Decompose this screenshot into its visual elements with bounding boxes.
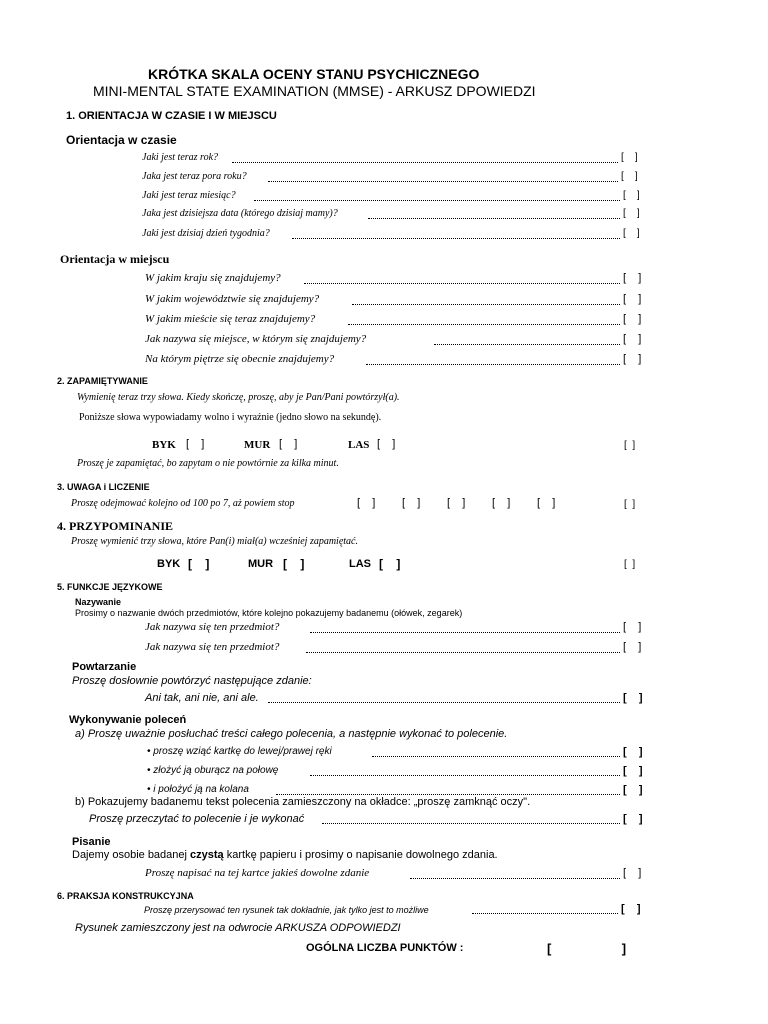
score-bracket: [ ] bbox=[623, 867, 642, 879]
naming-description: Prosimy o nazwanie dwóch przedmiotów, które kolejno pokazujemy badanemu (ołówek, zegarek) bbox=[75, 608, 463, 618]
writing-question: Proszę napisać na tej kartce jakieś dowolne zdanie bbox=[145, 867, 370, 879]
total-label: OGÓLNA LICZBA PUNKTÓW : bbox=[306, 942, 464, 954]
drawing-note: Rysunek zamieszczony jest na odwrocie ARKUSZA ODPOWIEDZI bbox=[75, 922, 401, 934]
leader-dots bbox=[372, 756, 620, 757]
word-byk: BYK bbox=[152, 439, 176, 451]
section-4-heading: 4. PRZYPOMINANIE bbox=[57, 519, 173, 533]
leader-dots bbox=[232, 162, 618, 163]
leader-dots bbox=[276, 794, 620, 795]
leader-dots bbox=[268, 181, 618, 182]
score-bracket: [ ] bbox=[623, 293, 642, 305]
score-bracket: [ ] bbox=[623, 353, 642, 365]
score-bracket: [ ] bbox=[623, 313, 642, 325]
score-bracket: [ ] bbox=[623, 333, 642, 345]
repetition-instruction: Proszę dosłownie powtórzyć następujące zdanie: bbox=[72, 675, 312, 687]
word-mur: MUR bbox=[244, 439, 271, 451]
time-orientation-heading: Orientacja w czasie bbox=[66, 133, 177, 147]
leader-dots bbox=[410, 878, 620, 879]
question-text: Jaki jest dzisiaj dzień tygodnia? bbox=[142, 228, 270, 239]
score-bracket: [ ] bbox=[623, 190, 640, 201]
word-las: LAS bbox=[348, 439, 370, 451]
section-6-heading: 6. PRAKSJA KONSTRUKCYJNA bbox=[57, 891, 194, 901]
naming-heading: Nazywanie bbox=[75, 597, 122, 607]
leader-dots bbox=[368, 218, 620, 219]
leader-dots bbox=[310, 632, 620, 633]
page-subtitle: MINI-MENTAL STATE EXAMINATION (MMSE) - ARKUSZ DPOWIEDZI bbox=[93, 83, 536, 99]
section-1-heading: 1. ORIENTACJA W CZASIE I W MIEJSCU bbox=[66, 110, 277, 122]
writing-heading-text: Pisanie bbox=[72, 836, 111, 848]
memorization-note: Poniższe słowa wypowiadamy wolno i wyraźnie (jedno słowo na sekundę). bbox=[79, 412, 382, 423]
score-bracket: [ ] bbox=[492, 497, 511, 509]
question-text: Jaki jest teraz rok? bbox=[142, 152, 219, 163]
score-bracket: [ ] bbox=[357, 497, 376, 509]
score-bracket: [ ] bbox=[447, 497, 466, 509]
command-text: • i położyć ją na kolana bbox=[147, 784, 249, 795]
commands-heading: Wykonywanie poleceń bbox=[69, 714, 187, 726]
score-bracket: [ ] bbox=[623, 746, 643, 758]
score-bracket: [ ] bbox=[624, 499, 636, 510]
leader-dots bbox=[322, 823, 620, 824]
repetition-heading: Powtarzanie bbox=[72, 661, 137, 673]
question-text: W jakim województwie się znajdujemy? bbox=[145, 293, 320, 305]
score-bracket: [ ] bbox=[402, 497, 421, 509]
question-text: W jakim kraju się znajdujemy? bbox=[145, 272, 281, 284]
score-bracket: [ ] bbox=[621, 903, 641, 915]
leader-dots bbox=[366, 364, 620, 365]
writing-desc-post: kartkę papieru i prosimy o napisanie dowolnego zdania. bbox=[223, 849, 498, 861]
score-bracket: [ ] bbox=[623, 692, 643, 704]
leader-dots bbox=[472, 913, 618, 914]
page-title: KRÓTKA SKALA OCENY STANU PSYCHICZNEGO bbox=[148, 66, 480, 82]
score-bracket: [ ] bbox=[623, 621, 642, 633]
score-bracket: [ ] bbox=[621, 171, 638, 182]
score-bracket: [ ] bbox=[623, 765, 643, 777]
score-bracket: [ ] bbox=[624, 559, 636, 570]
read-command-text: Proszę przeczytać to polecenie i je wykonać bbox=[89, 813, 305, 825]
question-text: Jak nazywa się ten przedmiot? bbox=[145, 641, 280, 653]
score-bracket: [ ] bbox=[623, 208, 640, 219]
leader-dots bbox=[310, 775, 620, 776]
word-mur: MUR bbox=[248, 558, 274, 570]
leader-dots bbox=[306, 652, 620, 653]
question-text: Na którym piętrze się obecnie znajdujemy? bbox=[145, 353, 335, 365]
score-bracket: [ ] bbox=[379, 557, 401, 571]
section-2-heading: 2. ZAPAMIĘTYWANIE bbox=[57, 376, 148, 386]
question-text: Jak nazywa się miejsce, w którym się znajdujemy? bbox=[145, 333, 367, 345]
writing-description bbox=[72, 849, 498, 861]
commands-instruction-a: a) Proszę uważnie posłuchać treści całego polecenia, a następnie wykonać to polecenie. bbox=[75, 728, 508, 740]
place-orientation-heading: Orientacja w miejscu bbox=[60, 252, 170, 266]
leader-dots bbox=[254, 200, 620, 201]
score-bracket: [ ] bbox=[188, 557, 210, 571]
memorization-instruction: Wymienię teraz trzy słowa. Kiedy skończę, proszę, aby je Pan/Pani powtórzył(a). bbox=[77, 392, 400, 403]
leader-dots bbox=[304, 283, 620, 284]
section-3-heading: 3. UWAGA i LICZENIE bbox=[57, 482, 150, 492]
score-bracket: [ ] bbox=[186, 438, 205, 450]
command-text: • złożyć ją oburącz na połowę bbox=[147, 765, 279, 776]
subtraction-instruction: Proszę odejmować kolejno od 100 po 7, aż powiem stop bbox=[71, 498, 295, 509]
recall-instruction: Proszę wymienić trzy słowa, które Pan(i) miał(a) wcześniej zapamiętać. bbox=[71, 536, 358, 547]
score-bracket: [ ] bbox=[283, 557, 305, 571]
leader-dots bbox=[434, 344, 620, 345]
word-las: LAS bbox=[349, 558, 371, 570]
score-bracket: [ ] bbox=[623, 272, 642, 284]
repetition-phrase: Ani tak, ani nie, ani ale. bbox=[145, 692, 259, 704]
question-text: Jaka jest teraz pora roku? bbox=[142, 171, 247, 182]
score-bracket: [ ] bbox=[623, 784, 643, 796]
drawing-instruction: Proszę przerysować ten rysunek tak dokładnie, jak tylko jest to możliwe bbox=[144, 905, 429, 915]
leader-dots bbox=[268, 702, 620, 703]
command-text: • proszę wziąć kartkę do lewej/prawej ręki bbox=[147, 746, 332, 757]
question-text: Jak nazywa się ten przedmiot? bbox=[145, 621, 280, 633]
word-byk: BYK bbox=[157, 558, 181, 570]
writing-desc-pre: Dajemy osobie badanej bbox=[72, 849, 191, 861]
score-bracket: [ ] bbox=[377, 438, 396, 450]
section-5-heading: 5. FUNKCJE JĘZYKOWE bbox=[57, 582, 163, 592]
memorization-followup: Proszę je zapamiętać, bo zapytam o nie powtórnie za kilka minut. bbox=[77, 458, 339, 469]
score-bracket: [ ] bbox=[623, 641, 642, 653]
score-bracket: [ ] bbox=[621, 152, 638, 163]
writing-desc-bold: czystą bbox=[190, 849, 224, 861]
question-text: Jaka jest dzisiejsza data (którego dzisiaj mamy)? bbox=[142, 208, 338, 219]
leader-dots bbox=[292, 238, 620, 239]
leader-dots bbox=[352, 304, 620, 305]
score-bracket: [ ] bbox=[624, 440, 636, 451]
commands-instruction-b: b) Pokazujemy badanemu tekst polecenia zamieszczony na okładce: „proszę zamknąć oczy". bbox=[75, 796, 531, 808]
total-score-bracket: [ ] bbox=[547, 941, 627, 956]
question-text: Jaki jest teraz miesiąc? bbox=[142, 190, 236, 201]
score-bracket: [ ] bbox=[623, 813, 643, 825]
score-bracket: [ ] bbox=[623, 228, 640, 239]
question-text: W jakim mieście się teraz znajdujemy? bbox=[145, 313, 316, 325]
score-bracket: [ ] bbox=[279, 438, 298, 450]
writing-heading bbox=[72, 836, 111, 848]
leader-dots bbox=[348, 324, 620, 325]
score-bracket: [ ] bbox=[537, 497, 556, 509]
